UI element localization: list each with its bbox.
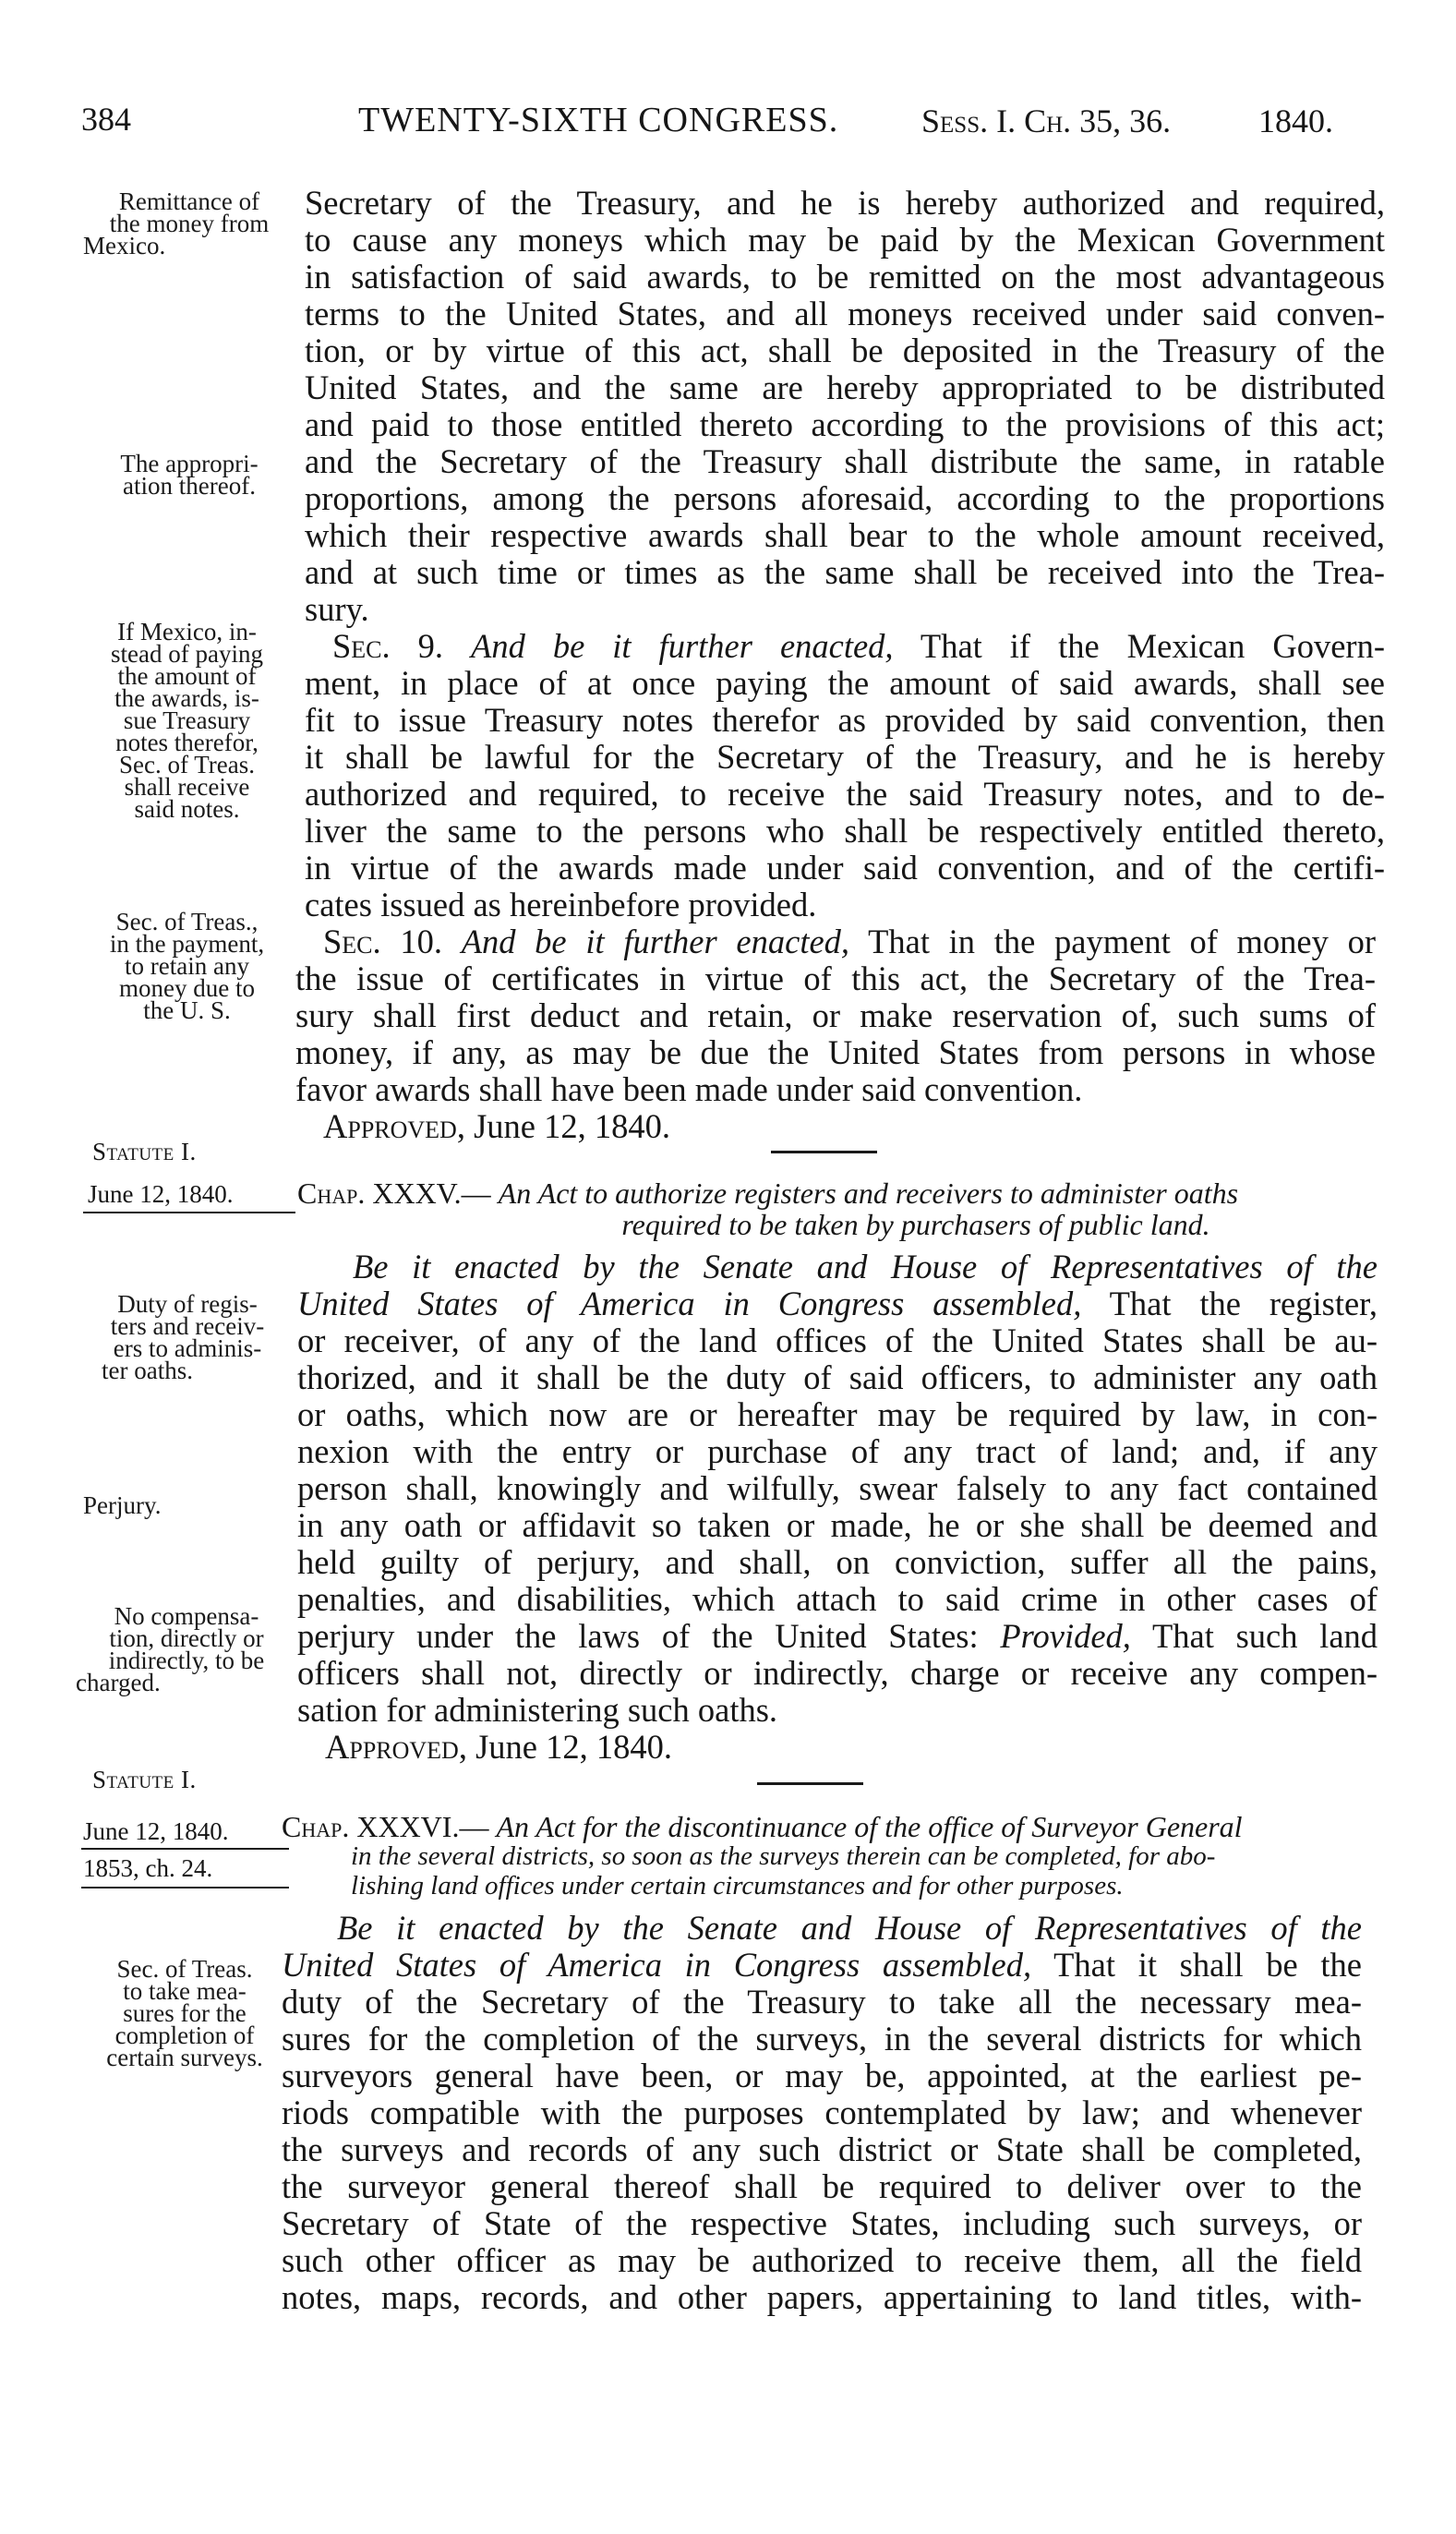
congress-title: TWENTY-SIXTH CONGRESS. <box>358 101 839 139</box>
proviso-word: Provided, <box>1000 1617 1131 1655</box>
body-line: and the Secretary of the Treasury shall distribute the same, in ratable <box>305 442 1385 480</box>
chapter-35-label: Chap. XXXV.— <box>297 1176 491 1210</box>
statute-label-1: Statute I. <box>92 1138 197 1165</box>
section-separator-2 <box>757 1782 863 1785</box>
body-line: nexion with the entry or purchase of any tract of land; and, if any <box>297 1432 1378 1470</box>
body-line: to cause any moneys which may be paid by the Mexican Government <box>305 221 1385 259</box>
body-line: in any oath or affidavit so taken or made, he or she shall be deemed and <box>297 1506 1378 1544</box>
statute-date-rule-1 <box>83 1212 295 1213</box>
body-line: surveyors general have been, or may be, appointed, at the earliest pe- <box>282 2057 1362 2094</box>
body-line: terms to the United States, and all moneys received under said conven- <box>305 295 1385 332</box>
body-line: and paid to those entitled thereto according to the provisions of this act; <box>305 405 1385 443</box>
header-year: 1840. <box>1258 103 1333 139</box>
margin-note-perjury: Perjury. <box>83 1491 162 1519</box>
enacting-clause-line-1: Be it enacted by the Senate and House of Representatives of the <box>337 1909 1362 1947</box>
body-line: penalties, and disabilities, which attach to said crime in other cases of <box>297 1580 1378 1618</box>
section-9-first-line: Sec. 9. And be it further enacted, That if the Mexican Govern- <box>332 627 1385 665</box>
margin-note-sec-treas-retain: Sec. of Treas., in the payment, to retain any money due to the U. S. <box>109 908 265 1024</box>
body-line: sation for administering such oaths. <box>297 1691 778 1729</box>
enacting-clause-line-1: Be it enacted by the Senate and House of Representatives of the <box>353 1248 1378 1285</box>
body-line: Secretary of State of the respective States, including such surveys, or <box>282 2204 1362 2242</box>
body-line: riods compatible with the purposes contemplated by law; and whenever <box>282 2094 1362 2131</box>
body-line: or receiver, of any of the land offices of the United States shall be au- <box>297 1321 1378 1359</box>
body-line: ment, in place of at once paying the amount of said awards, shall see <box>305 664 1385 702</box>
enacting-phrase: And be it further enacted, <box>471 627 894 665</box>
body-line: money, if any, as may be due the United States from persons in whose <box>295 1033 1376 1071</box>
body-line: notes, maps, records, and other papers, appertaining to land titles, with- <box>282 2278 1362 2316</box>
body-line: sures for the completion of the surveys, in the several districts for which <box>282 2020 1362 2057</box>
margin-note-sec-treas-surveys: Sec. of Treas. to take mea- sures for the completion of certain surveys. <box>106 1955 263 2071</box>
body-line: proportions, among the persons aforesaid, according to the proportions <box>305 479 1385 517</box>
approved-line-1: Approved, June 12, 1840. <box>323 1107 670 1145</box>
body-line: the issue of certificates in virtue of this act, the Secretary of the Trea- <box>295 959 1376 997</box>
body-line: thorized, and it shall be the duty of said officers, to administer any oath <box>297 1358 1378 1396</box>
body-line: in virtue of the awards made under said convention, and of the certifi- <box>305 849 1385 887</box>
body-line: sury shall first deduct and retain, or make reservation of, such sums of <box>295 996 1376 1034</box>
margin-note-no-compensation: No compensa- tion, directly or indirectly, to be charged. <box>76 1602 265 1696</box>
body-line: or oaths, which now are or hereafter may be required by law, in con- <box>297 1395 1378 1433</box>
body-line: authorized and required, to receive the said Treasury notes, and to de- <box>305 775 1385 813</box>
body-line: favor awards shall have been made under said convention. <box>295 1070 1083 1108</box>
body-line: duty of the Secretary of the Treasury to take all the necessary mea- <box>282 1983 1362 2021</box>
enacting-clause-line-2: United States of America in Congress assembled, That the register, <box>297 1285 1378 1322</box>
approved-line-2: Approved, June 12, 1840. <box>325 1728 672 1766</box>
body-line: in satisfaction of said awards, to be remitted on the most advantageous <box>305 258 1385 296</box>
body-line: such other officer as may be authorized to receive them, all the field <box>282 2241 1362 2279</box>
section-separator-1 <box>771 1151 877 1153</box>
chapter-36-label: Chap. XXXVI.— <box>282 1810 489 1843</box>
body-line: liver the same to the persons who shall be respectively entitled thereto, <box>305 812 1385 850</box>
body-line: and at such time or times as the same shall be received into the Trea- <box>305 553 1385 591</box>
body-line: cates issued as hereinbefore provided. <box>305 886 817 923</box>
section-10-label: Sec. 10. <box>323 923 442 960</box>
statute-date-rule-2 <box>81 1848 289 1850</box>
chapter-35-title-line-1: Chap. XXXV.— An Act to authorize registers and receivers to administer oaths <box>297 1176 1239 1210</box>
body-line: the surveyor general thereof shall be required to deliver over to the <box>282 2167 1362 2205</box>
body-line: held guilty of perjury, and shall, on conviction, suffer all the pains, <box>297 1543 1378 1581</box>
body-line: person shall, knowingly and wilfully, swear falsely to any fact contained <box>297 1469 1378 1507</box>
session-chapter: Sess. I. Ch. 35, 36. <box>921 103 1172 139</box>
statute-date-2: June 12, 1840. <box>83 1817 229 1845</box>
margin-note-appropriation: The appropri- ation thereof. <box>120 450 259 500</box>
chapter-36-title-line-2: in the several districts, so soon as the surveys therein can be completed, for abo- <box>351 1841 1216 1871</box>
statute-reference-rule <box>81 1887 289 1888</box>
margin-note-if-mexico: If Mexico, in- stead of paying the amount of the awards, is- sue Treasury notes therefor, Sec. of Treas. shall receive said notes. <box>111 618 263 823</box>
section-10-first-line: Sec. 10. And be it further enacted, That in the payment of money or <box>323 923 1376 960</box>
chapter-36-title-line-3: lishing land offices under certain circumstances and for other purposes. <box>351 1871 1124 1900</box>
section-9-label: Sec. 9. <box>332 627 444 665</box>
body-line: which their respective awards shall bear to the whole amount received, <box>305 516 1385 554</box>
body-line: sury. <box>305 590 369 628</box>
page-number: 384 <box>81 101 131 138</box>
body-line: fit to issue Treasury notes therefor as provided by said convention, then <box>305 701 1385 739</box>
statute-reference: 1853, ch. 24. <box>83 1854 213 1882</box>
body-line: tion, or by virtue of this act, shall be deposited in the Treasury of the <box>305 332 1385 369</box>
margin-note-remittance: Remittance of the money from Mexico. <box>83 187 270 259</box>
statute-label-2: Statute I. <box>92 1766 197 1793</box>
margin-note-duty-registers: Duty of regis- ters and receiv- ers to adminis- ter oaths. <box>102 1290 265 1384</box>
body-line: the surveys and records of any such district or State shall be completed, <box>282 2130 1362 2168</box>
enacting-clause-line-2: United States of America in Congress assembled, That it shall be the <box>282 1946 1362 1984</box>
statute-date-1: June 12, 1840. <box>88 1180 234 1208</box>
body-line: United States, and the same are hereby appropriated to be distributed <box>305 368 1385 406</box>
body-line: officers shall not, directly or indirectly, charge or receive any compen- <box>297 1654 1378 1692</box>
chapter-36-title-line-1: Chap. XXXVI.— An Act for the discontinuance of the office of Surveyor General <box>282 1810 1243 1843</box>
proviso-line: perjury under the laws of the United States: Provided, That such land <box>297 1617 1378 1655</box>
body-line: Secretary of the Treasury, and he is hereby authorized and required, <box>305 184 1385 222</box>
body-line: it shall be lawful for the Secretary of the Treasury, and he is hereby <box>305 738 1385 776</box>
running-header <box>81 100 1374 155</box>
chapter-35-title-line-2: required to be taken by purchasers of public land. <box>621 1208 1210 1241</box>
enacting-phrase: And be it further enacted, <box>461 923 850 960</box>
